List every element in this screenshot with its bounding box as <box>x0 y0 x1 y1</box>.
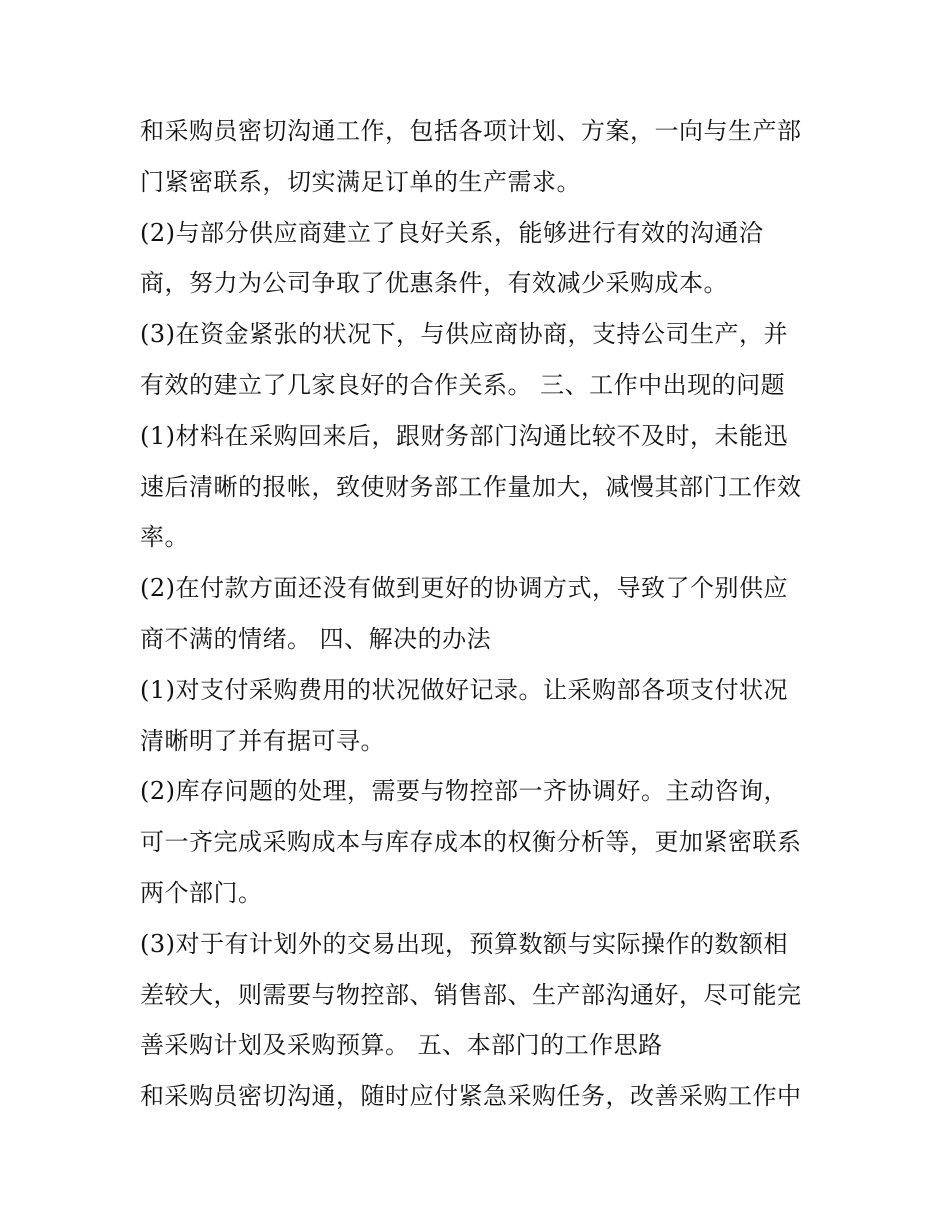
text-line: 清晰明了并有据可寻。 <box>140 726 385 755</box>
text-line: 速后清晰的报帐，致使财务部工作量加大，减慢其部门工作效 <box>140 472 802 501</box>
text-line: (3)对于有计划外的交易出现，预算数额与实际操作的数额相 <box>140 929 788 958</box>
text-line: (1)对支付采购费用的状况做好记录。让采购部各项支付状况 <box>140 675 788 704</box>
text-line: (2)在付款方面还没有做到更好的协调方式，导致了个别供应 <box>140 574 788 603</box>
text-line: 善采购计划及采购预算。 五、本部门的工作思路 <box>140 1031 663 1060</box>
text-line: 和采购员密切沟通，随时应付紧急采购任务，改善采购工作中 <box>140 1082 802 1111</box>
text-line: 有效的建立了几家良好的合作关系。 三、工作中出现的问题 <box>140 370 786 399</box>
text-line: 率。 <box>140 523 189 552</box>
text-line: 商不满的情绪。 四、解决的办法 <box>140 624 492 653</box>
text-line: (1)材料在采购回来后，跟财务部门沟通比较不及时，未能迅 <box>140 421 788 450</box>
text-line: (2)与部分供应商建立了良好关系，能够进行有效的沟通洽 <box>140 218 764 247</box>
text-line: 两个部门。 <box>140 878 263 907</box>
text-line: (2)库存问题的处理，需要与物控部一齐协调好。主动咨询， <box>140 777 788 806</box>
text-line: 商，努力为公司争取了优惠条件，有效减少采购成本。 <box>140 269 728 298</box>
text-line: 门紧密联系，切实满足订单的生产需求。 <box>140 167 581 196</box>
text-line: 可一齐完成采购成本与库存成本的权衡分析等，更加紧密联系 <box>140 828 802 857</box>
document-body <box>140 106 830 1122</box>
text-line: (3)在资金紧张的状况下，与供应商协商，支持公司生产，并 <box>140 320 788 349</box>
text-line: 差较大，则需要与物控部、销售部、生产部沟通好，尽可能完 <box>140 980 802 1009</box>
text-line: 和采购员密切沟通工作，包括各项计划、方案，一向与生产部 <box>140 117 802 145</box>
